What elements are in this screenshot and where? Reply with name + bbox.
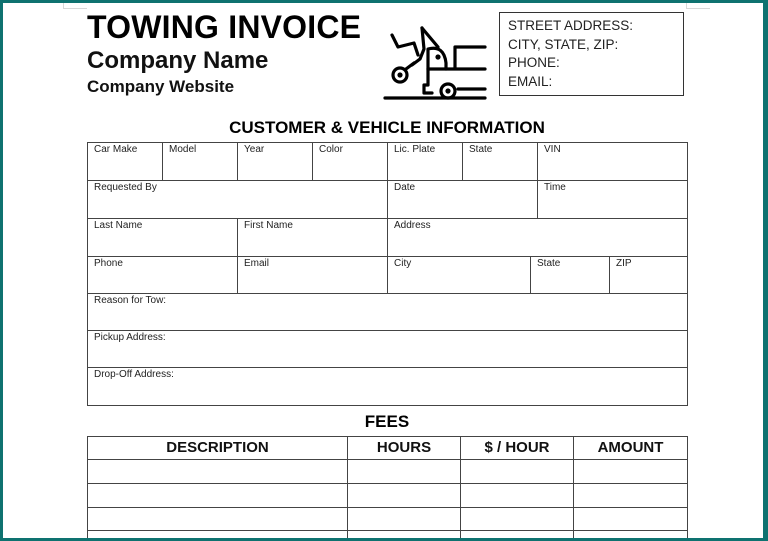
fees-row-1-amount[interactable]	[573, 459, 688, 484]
last-name-label: Last Name	[94, 220, 143, 231]
vin-label: VIN	[544, 144, 561, 155]
email-label: Email	[244, 258, 270, 269]
fees-row-4-hours[interactable]	[347, 530, 461, 538]
state-label: State	[537, 258, 561, 269]
dropoff-label: Drop-Off Address:	[94, 369, 174, 380]
phone-label: PHONE:	[508, 55, 560, 70]
fees-row-2-hours[interactable]	[347, 483, 461, 508]
phone-label: Phone	[94, 258, 123, 269]
fees-header-amount: AMOUNT	[573, 436, 688, 460]
fees-row-1-rate[interactable]	[460, 459, 574, 484]
fees-header-hours: HOURS	[347, 436, 461, 460]
field-time[interactable]	[537, 180, 688, 219]
field-last-name[interactable]	[87, 218, 238, 257]
fees-row-1-hours[interactable]	[347, 459, 461, 484]
field-phone[interactable]	[87, 256, 238, 294]
fees-row-2-rate[interactable]	[460, 483, 574, 508]
customer-section-title: CUSTOMER & VEHICLE INFORMATION	[229, 118, 545, 137]
year-label: Year	[244, 144, 265, 155]
city-label: City	[394, 258, 412, 269]
margin-mark-left-h	[63, 8, 87, 9]
fees-header-rate: $ / HOUR	[460, 436, 574, 460]
color-label: Color	[319, 144, 343, 155]
zip-label: ZIP	[616, 258, 632, 269]
field-pickup-address[interactable]	[87, 330, 688, 368]
fees-row-4-description[interactable]	[87, 530, 348, 538]
car-make-label: Car Make	[94, 144, 138, 155]
model-label: Model	[169, 144, 197, 155]
field-address[interactable]	[387, 218, 688, 257]
company-website: Company Website	[87, 77, 235, 96]
fees-row-2-amount[interactable]	[573, 483, 688, 508]
field-lic-plate[interactable]	[387, 142, 463, 181]
fees-row-4-rate[interactable]	[460, 530, 574, 538]
address-label: Address	[394, 220, 431, 231]
field-first-name[interactable]	[237, 218, 388, 257]
first-name-label: First Name	[244, 220, 293, 231]
fees-row-3-amount[interactable]	[573, 507, 688, 531]
city-state-zip-label: CITY, STATE, ZIP:	[508, 36, 619, 52]
field-model[interactable]	[162, 142, 238, 181]
fees-row-3-hours[interactable]	[347, 507, 461, 531]
fees-row-4-amount[interactable]	[573, 530, 688, 538]
field-vehicle-state[interactable]	[462, 142, 538, 181]
street-address-label: STREET ADDRESS:	[508, 18, 634, 33]
field-vin[interactable]	[537, 142, 688, 181]
field-zip[interactable]	[609, 256, 688, 294]
invoice-page	[3, 3, 763, 538]
fees-section-title: FEES	[364, 412, 410, 431]
invoice-title: TOWING INVOICE	[87, 9, 362, 45]
field-car-make[interactable]	[87, 142, 163, 181]
field-city[interactable]	[387, 256, 531, 294]
fees-row-2-description[interactable]	[87, 483, 348, 508]
lic-plate-label: Lic. Plate	[394, 144, 436, 155]
email-label: EMAIL:	[508, 73, 553, 89]
contact-info-box	[499, 12, 684, 96]
fees-row-3-description[interactable]	[87, 507, 348, 531]
vehicle-state-label: State	[469, 144, 493, 155]
field-reason-for-tow[interactable]	[87, 293, 688, 331]
field-email[interactable]	[237, 256, 388, 294]
requested-by-label: Requested By	[94, 182, 157, 193]
time-label: Time	[544, 182, 566, 193]
company-name: Company Name	[87, 47, 269, 74]
field-dropoff-address[interactable]	[87, 367, 688, 406]
field-color[interactable]	[312, 142, 388, 181]
fees-row-1-description[interactable]	[87, 459, 348, 484]
date-label: Date	[394, 182, 416, 193]
tow-truck-icon	[380, 23, 490, 103]
fees-row-3-rate[interactable]	[460, 507, 574, 531]
fees-header-description: DESCRIPTION	[87, 436, 348, 460]
margin-mark-right-h	[686, 8, 710, 9]
reason-label: Reason for Tow:	[94, 295, 167, 306]
field-state[interactable]	[530, 256, 610, 294]
field-year[interactable]	[237, 142, 313, 181]
field-requested-by[interactable]	[87, 180, 388, 219]
field-date[interactable]	[387, 180, 538, 219]
pickup-label: Pickup Address:	[94, 332, 166, 343]
